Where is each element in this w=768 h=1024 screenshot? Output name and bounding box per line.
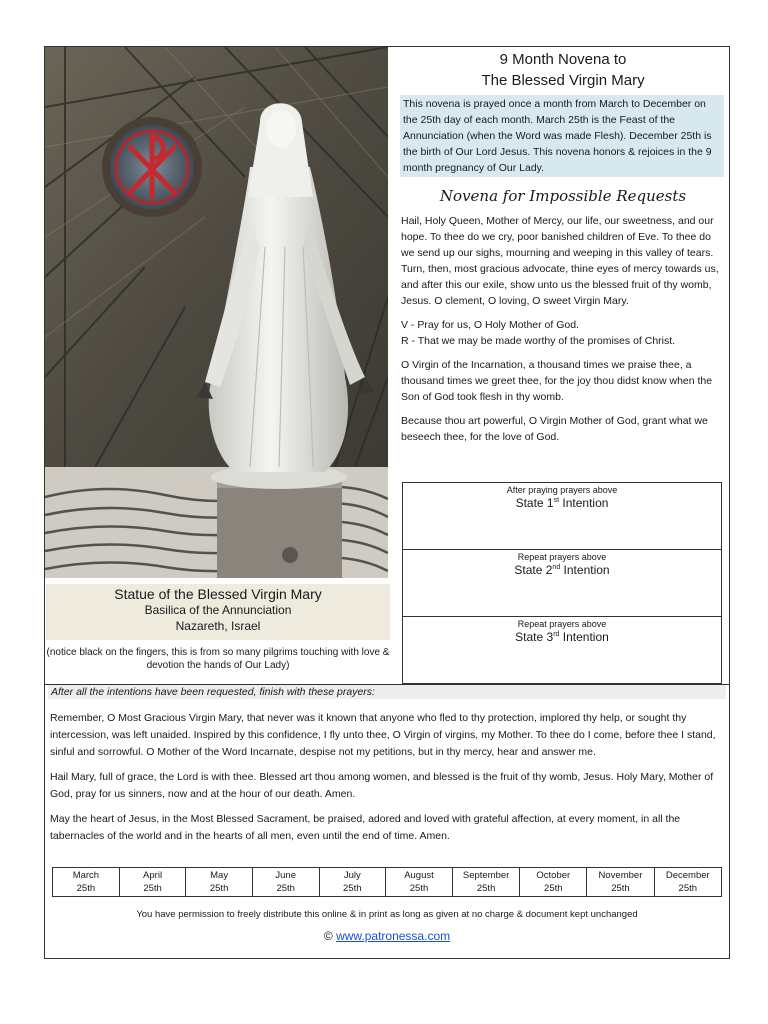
novena-prayers — [400, 213, 726, 445]
memorare-prayer: Remember, O Most Gracious Virgin Mary, that never was it known that anyone who fled to thy protection, implored thy help, or sought thy intercession, was left unaided. Inspired by this confidence, I fly unto thee, O Virgin of virgins, my Mother. To thee do I come, before thee I stand, sinful and sorrowful. O Mother of the Word Incarnate, despise not my petitions, but in thy mercy, hear and answer me. — [50, 712, 716, 758]
hail-holy-queen-prayer: Hail, Holy Queen, Mother of Mercy, our life, our sweetness, and our hope. To thee do we cry, poor banished children of Eve. To thee do we send up our sighs, mourning and weeping in this valley of tears. Turn, then, most gracious advocate, thine eyes of mercy towards us, and after this our exile, show unto us the blessed fruit of thy womb, Jesus. O clement, O loving, O sweet Virgin Mary. — [401, 215, 719, 307]
month-cell: October 25th — [520, 868, 587, 897]
month-cell: March 25th — [53, 868, 120, 897]
intention-cell — [403, 617, 722, 684]
month-cell: September 25th — [452, 868, 519, 897]
caption-note: (notice black on the fingers, this is from so many pilgrims touching with love & devotion the hands of Our Lady) — [46, 647, 390, 671]
intention-row — [403, 550, 722, 617]
month-cell: December 25th — [654, 868, 721, 897]
intention-cell — [403, 483, 722, 550]
title-line-2: The Blessed Virgin Mary — [481, 72, 645, 89]
intention-label: State 2nd Intention — [514, 563, 610, 577]
intention-row — [403, 617, 722, 684]
intention-label: State 3rd Intention — [515, 630, 609, 644]
sacred-heart-prayer: May the heart of Jesus, in the Most Blessed Sacrament, be praised, adored and loved with grateful affection, at every moment, in all the tabernacles of the world and in the hearts of all men, even until the end of time. Amen. — [50, 813, 681, 842]
page-title — [400, 49, 726, 91]
photo-caption-box — [46, 584, 390, 640]
versicle: V - Pray for us, O Holy Mother of God. — [401, 319, 579, 331]
intention-note: Repeat prayers above — [517, 552, 607, 562]
statue-photo — [45, 47, 388, 578]
incarnation-prayer: O Virgin of the Incarnation, a thousand times we praise thee, a thousand times we greet thee, for the joy thou didst know when the Son of God took flesh in thy womb. — [401, 359, 713, 403]
intentions-table — [402, 482, 722, 684]
month-checklist — [52, 867, 722, 897]
month-cell: June 25th — [252, 868, 319, 897]
website-link[interactable]: www.patronessa.com — [336, 929, 451, 943]
intro-box: This novena is prayed once a month from March to December on the 25th day of each month. March 25th is the Feast of the Annunciation (when the Word was made Flesh). December 25th is the birth of Our Lord Jesus. This novena honors & rejoices in the 9 month pregnancy of Our Lady. — [400, 95, 724, 177]
intention-row — [403, 483, 722, 550]
caption-location: Nazareth, Israel — [175, 619, 261, 633]
intention-note: After praying prayers above — [506, 485, 618, 495]
caption-title: Statue of the Blessed Virgin Mary — [114, 586, 322, 602]
month-cell: August 25th — [386, 868, 453, 897]
intention-label: State 1st Intention — [515, 496, 609, 510]
closing-instructions: After all the intentions have been requested, finish with these prayers: — [48, 685, 726, 699]
title-line-1: 9 Month Novena to — [499, 51, 627, 68]
powerful-prayer: Because thou art powerful, O Virgin Mother of God, grant what we beseech thee, for the love of God. — [401, 415, 708, 443]
month-cell: April 25th — [119, 868, 186, 897]
novena-heading: Novena for Impossible Requests — [439, 187, 687, 205]
month-cell: May 25th — [186, 868, 253, 897]
intention-cell — [403, 550, 722, 617]
response: R - That we may be made worthy of the promises of Christ. — [401, 335, 676, 347]
closing-prayers — [50, 710, 722, 853]
intention-note: Repeat prayers above — [517, 619, 607, 629]
hail-mary-prayer: Hail Mary, full of grace, the Lord is with thee. Blessed art thou among women, and blessed is the fruit of thy womb, Jesus. Holy Mary, Mother of God, pray for us sinners, now and at the hour of our death. Amen. — [50, 771, 714, 800]
copyright-symbol: © — [323, 929, 333, 943]
website-line — [44, 929, 730, 943]
right-column — [400, 48, 726, 453]
month-cell: November 25th — [587, 868, 654, 897]
permission-notice: You have permission to freely distribute this online & in print as long as given at no charge & document kept unchanged — [136, 909, 638, 920]
caption-basilica: Basilica of the Annunciation — [144, 603, 292, 617]
month-cell: July 25th — [319, 868, 386, 897]
